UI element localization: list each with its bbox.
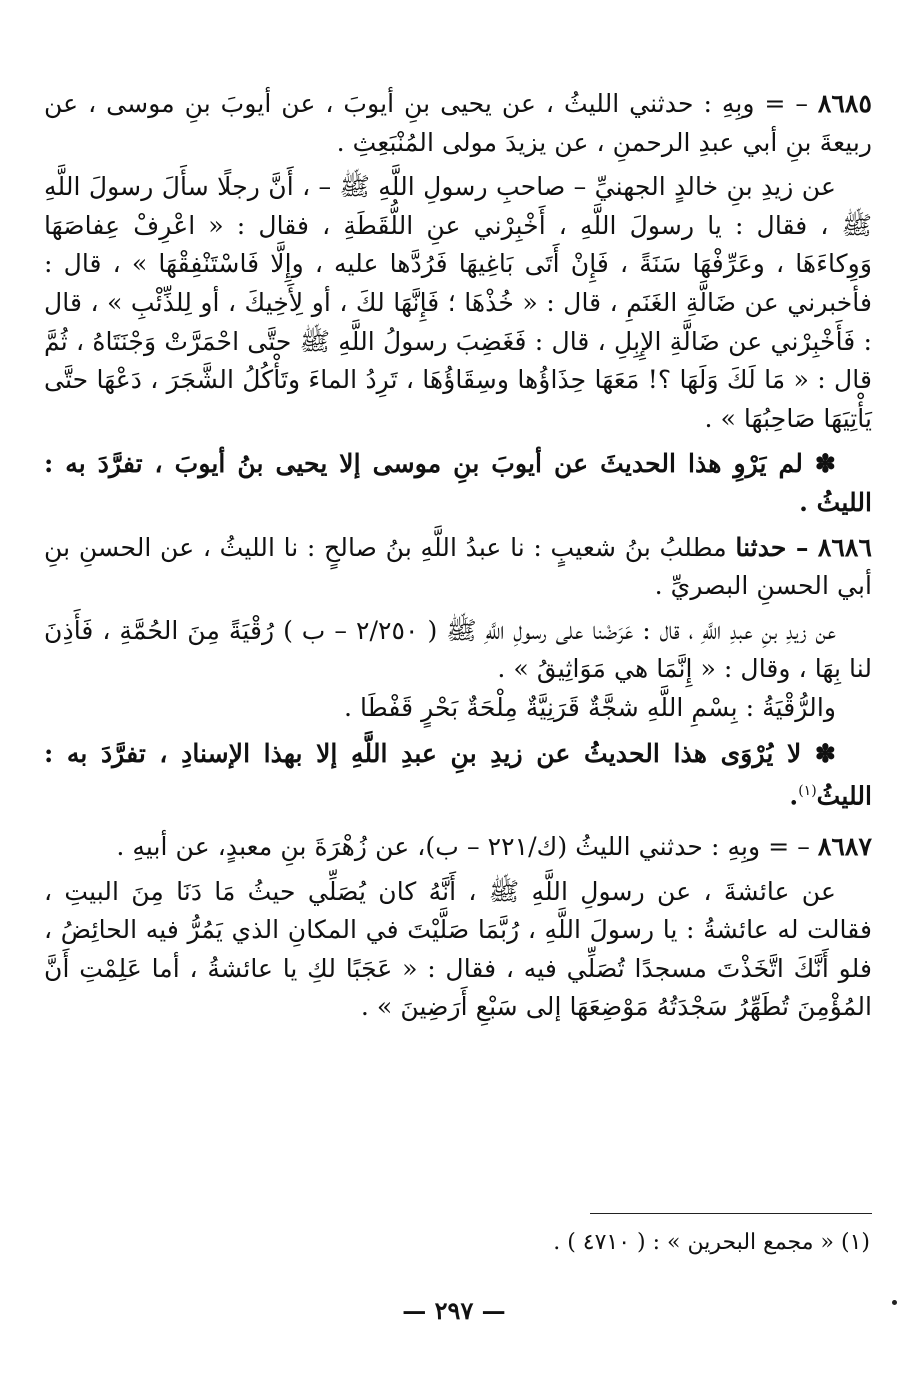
hadith-8685-isnad: [44, 84, 872, 162]
isnad-label: – حدثنا: [735, 531, 818, 562]
isnad-text: – = وبِهِ : حدثني الليثُ (ك/٢٢١ – ب)، عن زُهْرَةَ بنِ معبدٍ، عن أبيهِ .: [116, 832, 818, 862]
footnote-ref: (١): [798, 783, 817, 800]
hadith-8686-isnad: [44, 528, 872, 606]
page-number: — ٢٩٧ —: [402, 1296, 506, 1325]
hadith-number: ٨٦٨٦: [817, 531, 872, 562]
hadith-8685-note: ✽ لم يَرْوِ هذا الحديثَ عن أيوبَ بنِ موسى إلا يحيى بنُ أيوبَ ، تفرَّدَ به : الليثُ .: [44, 448, 872, 517]
footnote-divider: [590, 1213, 872, 1214]
note-end: .: [789, 780, 799, 811]
page-body: [44, 84, 872, 1027]
hadith-8685-matn: عن زيدِ بنِ خالدٍ الجهنيِّ – صاحبِ رسولِ اللَّهِ ﷺ – ، أَنَّ رجلًا سأَلَ رسولَ اللَّهِ ﷺ ، فقال : يا رسولَ اللَّهِ ، أَخْبِرْني عنِ اللُّقَطَةِ ، فقال : « اعْرِفْ عِفاصَهَا وَوِكاءَهَا ، وعَرِّفْهَا سَنَةً ، فَإِنْ أَتَى بَاغِيهَا فَرُدَّها عليه ، وإِلَّا فَاسْتَنْفِقْهَا » ، قال : فأخبرني عن ضَالَّةِ الغَنَمِ ، قال : « خُذْهَا ؛ فَإِنَّهَا لكَ ، أو لِأَخِيكَ ، أو لِلذِّئْبِ » ، قال : فَأَخْبِرْني عن ضَالَّةِ الإِبِلِ ، قال : فَغَضِبَ رسولُ اللَّهِ ﷺ حتَّى احْمَرَّتْ وَجْنَتَاهُ ، ثُمَّ قال : « مَا لَكَ وَلَهَا ؟! مَعَهَا حِذَاؤُها وسِقَاؤُهَا ، تَرِدُ الماءَ وتَأْكُلُ الشَّجَرَ ، دَعْهَا حتَّى يَأْتِيَهَا صَاحِبُهَا » .: [44, 172, 872, 433]
hadith-8687-matn: عن عائشةَ ، عن رسولِ اللَّهِ ﷺ ، أَنَّهُ كان يُصَلِّي حيثُ مَا دَنَا مِنَ البيتِ ، فقالت له عائشةُ : يا رسولَ اللَّهِ ، رُبَّمَا صَلَّيْتَ في المكانِ الذي يَمُرُّ فيه الحائِضُ ، فلو أَنَّكَ اتَّخَذْتَ مسجدًا تُصَلِّي فيه ، فقال : « عَجَبًا لكِ يا عائشةُ ، أما عَلِمْتِ أَنَّ المُؤْمِنَ تُطَهِّرُ سَجْدَتُهُ مَوْضِعَهَا إلى سَبْعِ أَرَضِينَ » .: [44, 876, 872, 1022]
hadith-8686-matn: عن زيدِ بنِ عبدِ اللَّهِ ، قال : عَرَضْنا على رسولِ اللَّهِ ﷺ ( ٢/٢٥٠ – ب ) رُقْيَةً مِنَ الحُمَّةِ ، فَأَذِنَ لنا بِهَا ، وقال : « إِنَّمَا هي مَوَاثِيقُ » .: [44, 615, 872, 684]
hadith-number: ٨٦٨٧: [817, 831, 872, 862]
note-text: ✽ لا يُرْوَى هذا الحديثُ عن زيدِ بنِ عبدِ اللَّهِ إلا بهذا الإسنادِ ، تفرَّدَ به : الليثُ: [44, 737, 872, 811]
margin-dot: [892, 1300, 897, 1305]
footnote: (١) « مجمع البحرين » : ( ٤٧١٠ ) .: [553, 1230, 870, 1255]
hadith-8686-ruqya: والرُّقْيَةُ : بِسْمِ اللَّهِ شجَّةٌ قَرَنِيَّةٌ مِلْحَةٌ بَحْرٍ قَفْطَا .: [344, 692, 836, 722]
isnad-text: – = وبِهِ : حدثني الليثُ ، عن يحيى بنِ أيوبَ ، عن أيوبَ بنِ موسى ، عن ربيعةَ بنِ أبي عبدِ الرحمنِ ، عن يزيدَ مولى المُنْبَعِثِ .: [44, 89, 872, 157]
hadith-number: ٨٦٨٥: [817, 88, 872, 118]
isnad-text: مطلبُ بنُ شعيبٍ : نا عبدُ اللَّهِ بنُ صالحٍ : نا الليثُ ، عن الحسنِ بنِ أبي الحسنِ البصريِّ .: [44, 532, 872, 601]
hadith-8687-isnad: [44, 827, 872, 867]
hadith-8686-note: [44, 734, 872, 816]
